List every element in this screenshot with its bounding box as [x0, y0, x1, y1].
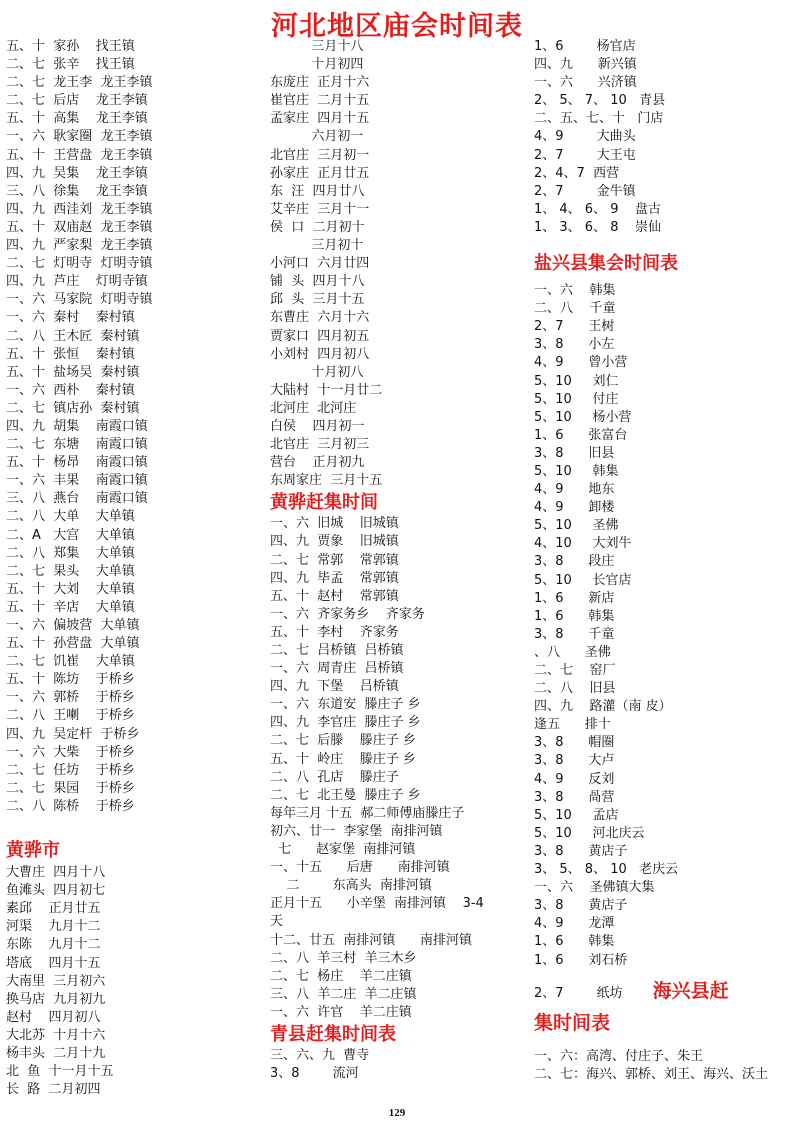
list-line: 5、10 刘仁 — [534, 373, 619, 389]
list-line: 五、十 张恒 秦村镇 — [6, 346, 135, 362]
section-heading-yanshan: 盐兴县集会时间表 — [534, 253, 678, 275]
column-left — [6, 38, 256, 1099]
list-line: 一、六 偏坡营 大单镇 — [6, 618, 140, 633]
list-line: 一、六 丰果 南霞口镇 — [6, 473, 148, 489]
section-heading-qingxian: 青县赶集时间表 — [270, 1023, 396, 1045]
list-line: 营台 正月初九 — [270, 455, 365, 471]
list-line: 四、九 贾象 旧城镇 — [270, 534, 399, 550]
list-line: 5、10 韩集 — [534, 463, 619, 479]
list-line: 大曹庄 四月十八 — [6, 865, 106, 881]
list-line: 河渠 九月十二 — [6, 919, 101, 935]
list-line: 五、十 盐场吴 秦村镇 — [6, 364, 140, 380]
list-line: 1、6 刘石桥 — [534, 952, 628, 968]
list-line: 艾辛庄 三月十一 — [270, 201, 370, 217]
list-line: 二 东高头 南排河镇 — [270, 878, 432, 894]
list-line: 邱 头 三月十五 — [270, 292, 365, 308]
list-line: 四、九 胡集 南霞口镇 — [6, 418, 148, 434]
yanshan-market-list — [534, 282, 792, 970]
list-line: 四、九 严家梨 龙王李镇 — [6, 238, 153, 254]
list-line: 二、七 杨庄 羊二庄镇 — [270, 968, 412, 984]
list-line: 四、九 芦庄 灯明寺镇 — [6, 274, 148, 290]
list-line: 4、9 卸楼 — [534, 500, 615, 516]
list-line: 一、六 兴济镇 — [534, 75, 637, 91]
list-line: 二、A 大宫 大单镇 — [6, 527, 135, 543]
list-line: 四、九 下堡 吕桥镇 — [270, 679, 399, 695]
list-line: 长 路 二月初四 — [6, 1082, 101, 1098]
list-line: 东庞庄 正月十六 — [270, 75, 370, 91]
list-line: 五、十 李村 齐家务 — [270, 624, 399, 640]
list-line: 3、8 段庄 — [534, 554, 615, 570]
list-line: 一、六：高湾、付庄子、朱王 — [534, 1048, 704, 1064]
list-line: 二、八 王木匠 秦村镇 — [6, 328, 140, 344]
list-line: 一、六 郭桥 于桥乡 — [6, 690, 135, 706]
list-line: 二、七：海兴、郭桥、刘王、海兴、沃土 — [534, 1066, 769, 1082]
list-line: 二、八 旧县 — [534, 681, 616, 697]
list-line: 二、七 北王曼 滕庄子 乡 — [270, 787, 421, 803]
list-line: 三、六、九 曹寺 — [270, 1047, 370, 1063]
list-line: 1、6 杨官店 — [534, 39, 636, 54]
list-line: 3、8 小左 — [534, 337, 615, 353]
list-line: 五、十 杨昂 南霞口镇 — [6, 455, 148, 471]
list-line: 贾家口 四月初五 — [270, 328, 370, 344]
list-line: 大南里 三月初六 — [6, 973, 106, 989]
list-line: 4、9 大曲头 — [534, 129, 636, 145]
list-line: 逢五 排十 — [534, 717, 611, 733]
list-line: 铺 头 四月十八 — [270, 274, 365, 290]
list-line: 2、7 王树 — [534, 319, 615, 335]
column-right — [534, 38, 792, 1084]
list-line: 大北苏 十月十六 — [6, 1027, 106, 1043]
list-line: 五、十 家孙 找王镇 — [6, 39, 135, 54]
list-line: 4、9 龙潭 — [534, 916, 615, 932]
list-line: 二、七 东塘 南霞口镇 — [6, 437, 148, 453]
list-line: 孙家庄 正月廿五 — [270, 165, 370, 181]
list-line: 十月初八 — [270, 364, 364, 380]
list-line: 五、十 双庙赵 龙王李镇 — [6, 219, 153, 235]
list-line: 5、10 孟店 — [534, 807, 619, 823]
list-line: 四、九 路灌（南 皮） — [534, 699, 672, 715]
list-line: 4、9 曾小营 — [534, 355, 628, 371]
list-line: 一、六 耿家圈 龙王李镇 — [6, 129, 153, 145]
list-line: 北河庄 北河庄 — [270, 400, 357, 416]
list-line: 1、6 新店 — [534, 590, 615, 606]
list-line: 五、十 王营盘 龙王李镇 — [6, 147, 153, 163]
list-line: 一、六 大柴 于桥乡 — [6, 744, 135, 760]
list-line: 三、八 羊二庄 羊二庄镇 — [270, 986, 417, 1002]
list-line: 二、七 龙王李 龙王李镇 — [6, 75, 153, 91]
list-line: 五、十 大刘 大单镇 — [6, 581, 135, 597]
list-line: 小刘村 四月初八 — [270, 346, 370, 362]
list-line: 东周家庄 三月十五 — [270, 473, 383, 489]
list-line: 十二、廿五 南排河镇 南排河镇 — [270, 932, 473, 948]
list-line: 东曹庄 六月十六 — [270, 310, 370, 326]
list-line: 四、九 毕孟 常郭镇 — [270, 570, 399, 586]
list-line: 六月初一 — [270, 129, 364, 145]
list-line: 2、7 金牛镇 — [534, 183, 636, 199]
list-line: 三月初十 — [270, 238, 364, 254]
list-line: 白侯 四月初一 — [270, 418, 365, 434]
section-heading-huanghua: 黄骅市 — [6, 840, 60, 862]
list-line: 素邱 正月廿五 — [6, 901, 101, 917]
list-line: 每年三月 十五 郝二师傅庙滕庄子 — [270, 805, 465, 821]
list-line: 一、十五 后唐 南排河镇 — [270, 860, 450, 876]
list-line: 东陈 九月十二 — [6, 937, 101, 953]
list-line: 4、9 反刘 — [534, 771, 615, 787]
list-line: 天 — [270, 914, 284, 930]
list-line: 一、六 西朴 秦村镇 — [6, 382, 135, 398]
list-line: 1、 3、 6、 8 崇仙 — [534, 219, 662, 235]
list-line: 1、6 韩集 — [534, 934, 615, 950]
column-middle — [270, 38, 532, 1083]
qingxian-market-list — [270, 1047, 532, 1083]
list-line: 一、六 齐家务乡 齐家务 — [270, 606, 425, 622]
list-line: 3、8 流河 — [270, 1066, 359, 1082]
list-line: 2、4、7 西营 — [534, 165, 620, 181]
list-line: 一、六 旧城 旧城镇 — [270, 516, 399, 532]
list-line: 一、六 马家院 灯明寺镇 — [6, 292, 153, 308]
list-line: 二、八 千童 — [534, 301, 616, 317]
list-line: 五、十 孙营盘 大单镇 — [6, 636, 140, 652]
huanghua-fair-list — [6, 864, 256, 1099]
list-line: 二、八 孔店 滕庄子 — [270, 769, 399, 785]
list-line: 五、十 辛店 大单镇 — [6, 599, 135, 615]
list-line: 五、十 陈坊 于桥乡 — [6, 672, 135, 688]
list-line: 二、八 陈桥 于桥乡 — [6, 798, 135, 814]
list-line: 二、七 后店 龙王李镇 — [6, 93, 148, 109]
list-line: 五、十 高集 龙王李镇 — [6, 111, 148, 127]
list-line: 二、七 果头 大单镇 — [6, 563, 135, 579]
section-heading-huanghua-market: 黄骅赶集时间 — [270, 492, 378, 514]
list-line: 四、九 吴定杆 于桥乡 — [6, 726, 140, 742]
list-line: 二、七 灯明寺 灯明寺镇 — [6, 256, 153, 272]
list-line: 5、10 杨小营 — [534, 409, 632, 425]
list-line: 换马店 九月初九 — [6, 991, 106, 1007]
list-line: 二、五、七、十 门店 — [534, 111, 664, 127]
list-line: 二、七 饥崔 大单镇 — [6, 654, 135, 670]
list-line: 北官庄 三月初三 — [270, 437, 370, 453]
list-line: 五、十 岭庄 滕庄子 乡 — [270, 751, 416, 767]
list-line: 二、七 吕桥镇 吕桥镇 — [270, 643, 404, 658]
section-heading-haixing-cont: 集时间表 — [534, 1011, 611, 1034]
list-line: 二、八 羊三村 羊三木乡 — [270, 950, 417, 966]
list-line: 3、 5、 8、 10 老庆云 — [534, 862, 679, 878]
list-line: 四、九 吴集 龙王李镇 — [6, 165, 148, 181]
list-line: 四、九 新兴镇 — [534, 57, 637, 73]
list-line: 二、八 郑集 大单镇 — [6, 545, 135, 561]
list-line: 七 赵家堡 南排河镇 — [270, 842, 416, 858]
list-line: 二、七 任坊 于桥乡 — [6, 762, 135, 778]
temple-fair-list — [6, 38, 256, 816]
list-line: 二、八 王喇 于桥乡 — [6, 708, 135, 724]
list-line: 3、8 旧县 — [534, 445, 615, 461]
page-number: 129 — [388, 1107, 406, 1119]
list-line: 1、6 张富台 — [534, 427, 628, 443]
list-line: 侯 口 二月初十 — [270, 219, 365, 235]
section-heading-haixing: 海兴县赶 — [652, 979, 729, 1002]
list-line: 二、七 后滕 滕庄子 乡 — [270, 733, 416, 749]
page-title: 河北地区庙会时间表 — [271, 11, 523, 42]
list-line: 大陆村 十一月廿二 — [270, 382, 383, 398]
list-line: 北官庄 三月初一 — [270, 147, 370, 163]
list-line: 四、九 李官庄 滕庄子 乡 — [270, 715, 421, 731]
list-line: 5、10 付庄 — [534, 391, 619, 407]
list-line: 三、八 徐集 龙王李镇 — [6, 183, 148, 199]
list-line: 一、六 东道安 滕庄子 乡 — [270, 697, 421, 713]
list-line: 3、8 咼营 — [534, 789, 615, 805]
list-line: 东 汪 四月廿八 — [270, 183, 365, 199]
list-line: 3、8 黄店子 — [534, 843, 628, 859]
list-line: 4、9 地东 — [534, 482, 615, 498]
list-line: 崔官庄 二月十五 — [270, 93, 370, 109]
list-line: 三、八 燕台 南霞口镇 — [6, 491, 148, 507]
list-line: 五、十 赵村 常郭镇 — [270, 588, 399, 604]
list-line: 1、6 韩集 — [534, 608, 615, 624]
list-line: 孟家庄 四月十五 — [270, 111, 370, 127]
list-line: 鱼滩头 四月初七 — [6, 883, 106, 899]
list-line: 二、七 常郭 常郭镇 — [270, 552, 399, 568]
list-line: 二、七 张辛 找王镇 — [6, 57, 135, 73]
list-line: 2、7 大王屯 — [534, 147, 636, 163]
list-line: 二、七 果园 于桥乡 — [6, 780, 135, 796]
list-line: 一、六 韩集 — [534, 283, 616, 299]
village-fair-list — [270, 38, 532, 490]
list-line: 5、10 圣佛 — [534, 518, 619, 534]
list-line: 塔底 四月十五 — [6, 955, 101, 971]
list-line: 3、8 帽圈 — [534, 735, 615, 751]
list-line: 一、六 圣佛镇大集 — [534, 880, 655, 896]
huanghua-market-list — [270, 515, 532, 1022]
list-line: 3、8 黄店子 — [534, 898, 628, 914]
list-line: 小河口 六月廿四 — [270, 256, 370, 272]
list-line: 正月十五 小辛堡 南排河镇 3-4 — [270, 896, 484, 912]
list-line: 3、8 千童 — [534, 626, 615, 642]
list-line: 三月十八 — [270, 39, 364, 54]
list-line: 二、八 大单 大单镇 — [6, 509, 135, 525]
list-line: 2、 5、 7、 10 青县 — [534, 93, 666, 109]
haixing-row — [534, 974, 792, 1008]
list-line: 二、七 镇店孙 秦村镇 — [6, 400, 140, 416]
qingxian-market-list-cont — [534, 38, 792, 237]
list-line: 十月初四 — [270, 57, 364, 73]
list-line: 二、七 窑厂 — [534, 663, 616, 678]
list-line: 5、10 长官店 — [534, 572, 632, 588]
list-line: 一、六 秦村 秦村镇 — [6, 310, 135, 326]
list-line: 4、10 大刘牛 — [534, 536, 632, 552]
list-line: 1、 4、 6、 9 盘古 — [534, 201, 662, 217]
list-line: 初六、廿一 李家堡 南排河镇 — [270, 823, 443, 839]
list-line: 杨丰头 二月十九 — [6, 1045, 106, 1061]
list-line: 5、10 河北庆云 — [534, 825, 645, 841]
haixing-market-list — [534, 1048, 792, 1084]
list-line: 、八 圣佛 — [534, 644, 611, 660]
list-line: 一、六 许官 羊二庄镇 — [270, 1004, 412, 1020]
list-line: 北 鱼 十一月十五 — [6, 1064, 114, 1080]
list-line: 一、六 周青庄 吕桥镇 — [270, 661, 404, 677]
list-line: 赵村 四月初八 — [6, 1009, 101, 1025]
list-line: 四、九 西洼刘 龙王李镇 — [6, 201, 153, 217]
fangzi-entry: 2、7 纸坊 — [534, 985, 623, 1001]
list-line: 3、8 大卢 — [534, 753, 615, 769]
